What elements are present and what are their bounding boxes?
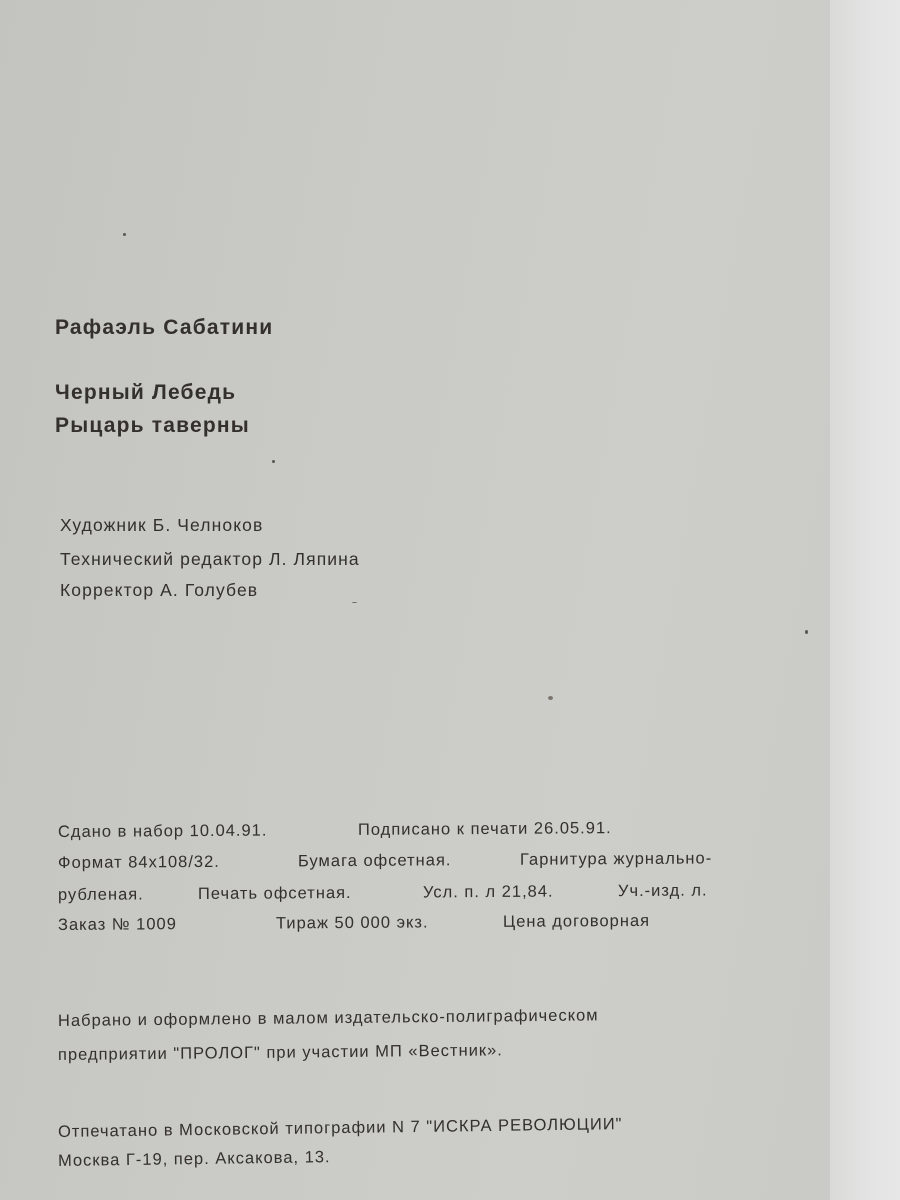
paper-speck <box>548 696 553 700</box>
credit-artist: Художник Б. Челноков <box>60 515 264 535</box>
paper-speck <box>805 630 808 634</box>
imprint-line-2 <box>58 849 758 876</box>
imprint-line-4 <box>58 911 758 938</box>
publishing-sheets: Уч.-изд. л. <box>617 881 708 901</box>
typeset-line-1: Набрано и оформлено в малом издательско-полиграфическом <box>57 1006 599 1030</box>
paper-speck <box>123 233 126 236</box>
imprint-line-3 <box>58 881 758 908</box>
typeset-line-2: предприятии "ПРОЛОГ" при участии МП «Вестник». <box>57 1041 503 1064</box>
price: Цена договорная <box>502 911 651 931</box>
book-title-1: Черный Лебедь <box>55 381 237 404</box>
printed-line-2: Москва Г-19, пер. Аксакова, 13. <box>57 1148 331 1170</box>
printed-line-1: Отпечатано в Московской типографии N 7 "ИСКРА РЕВОЛЮЦИИ" <box>57 1115 623 1141</box>
paper-speck <box>272 460 275 463</box>
paper: Бумага офсетная. <box>297 851 452 871</box>
format: Формат 84x108/32. <box>57 852 220 872</box>
typeface-start: Гарнитура журнально- <box>519 849 713 869</box>
print-type: Печать офсетная. <box>197 883 352 904</box>
submitted-date: Сдано в набор 10.04.91. <box>57 821 268 841</box>
paper-speck <box>352 602 357 603</box>
typeface-end: рубленая. <box>57 885 144 904</box>
author-name: Рафаэль Сабатини <box>55 316 274 339</box>
imprint-line-1 <box>58 818 758 845</box>
signed-date: Подписано к печати 26.05.91. <box>357 819 612 839</box>
credit-tech-editor: Технический редактор Л. Ляпина <box>60 549 360 569</box>
print-run: Тираж 50 000 экз. <box>275 913 429 933</box>
conventional-sheets: Усл. п. л 21,84. <box>422 882 554 902</box>
order-number: Заказ № 1009 <box>57 915 177 934</box>
book-title-2: Рыцарь таверны <box>55 414 250 437</box>
next-page-edge <box>830 0 900 1200</box>
credit-proofreader: Корректор А. Голубев <box>60 580 259 600</box>
